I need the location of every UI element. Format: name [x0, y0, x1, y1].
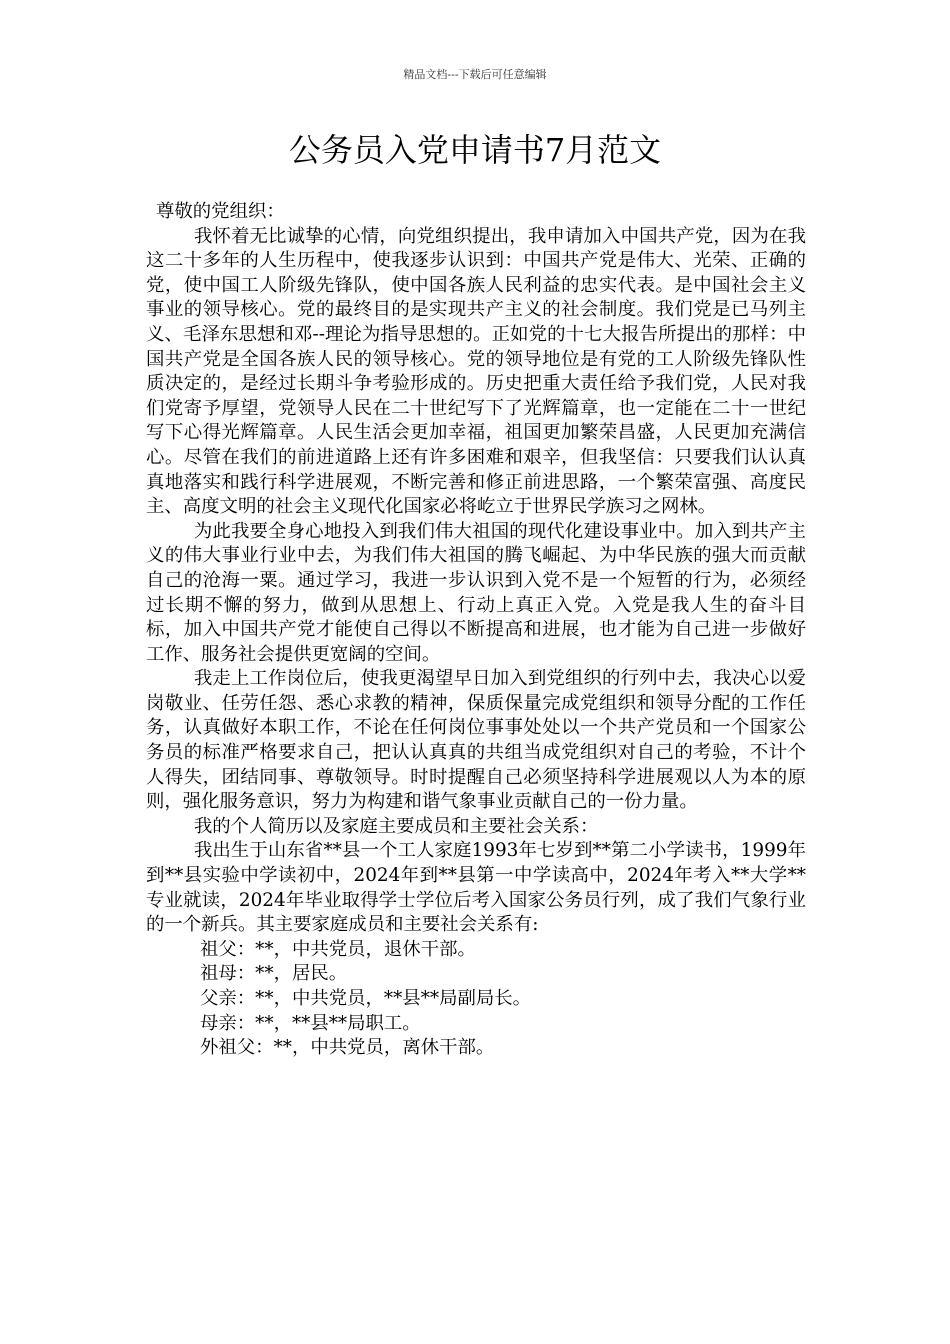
- relation-mother: 母亲：**，**县**局职工。: [200, 1012, 421, 1034]
- paragraph-2: 为此我要全身心地投入到我们伟大祖国的现代化建设事业中。加入到共产主义的伟大事业行业中去，为我们伟大祖国的腾飞崛起、为中华民族的强大而贡献自己的沧海一粟。通过学习，我进一步认识到入党不是一个短暂的行为，必须经过长期不懈的努力，做到从思想上、行动上真正入党。入党是我人生的奋斗目标，加入中国共产党才能使自己得以不断提高和进展，也才能为自己进一步做好工作、服务社会提供更宽阔的空间。: [146, 520, 806, 665]
- document-title: 公务员入党申请书7月范文: [288, 131, 662, 169]
- header-note: 精品文档---下载后可任意编辑: [403, 68, 547, 81]
- relation-father: 父亲：**，中共党员，**县**局副局长。: [200, 988, 532, 1009]
- salutation: 尊敬的党组织：: [156, 201, 285, 222]
- paragraph-1: 我怀着无比诚挚的心情，向党组织提出，我申请加入中国共产党，因为在我这二十多年的人生历程中，使我逐步认识到：中国共产党是伟大、光荣、正确的党，使中国工人阶级先锋队，使中国各族人民利益的忠实代表。是中国社会主义事业的领导核心。党的最终目的是实现共产主义的社会制度。我们党是已马列主义、毛泽东思想和邓--理论为指导思想的。正如党的十七大报告所提出的那样：中国共产党是全国各族人民的领导核心。党的领导地位是有党的工人阶级先锋队性质决定的，是经过长期斗争考验形成的。历史把重大责任给予我们党，人民对我们党寄予厚望，党领导人民在二十世纪写下了光辉篇章，也一定能在二十一世纪写下心得光辉篇章。人民生活会更加幸福，祖国更加繁荣昌盛，人民更加充满信心。尽管在我们的前进道路上还有许多困难和艰辛，但我坚信：只要我们认认真真地落实和践行科学进展观，不断完善和修正前进思路，一个繁荣富强、高度民主、高度文明的社会主义现代化国家必将屹立于世界民学族习之网林。: [146, 225, 806, 518]
- relation-grandfather: 祖父：**，中共党员，退休干部。: [200, 938, 476, 960]
- paragraph-5: 我出生于山东省**县一个工人家庭1993年七岁到**第二小学读书，1999年到**县实验中学读初中，2024年到**县第一中学读高中，2024年考入**大学**专业就读，2024年毕业取得学士学位后考入国家公务员行列，成了我们气象行业的一个新兵。其主要家庭成员和主要社会关系有:: [146, 840, 806, 936]
- paragraph-3: 我走上工作岗位后，使我更渴望早日加入到党组织的行列中去，我决心以爱岗敬业、任劳任怨、悉心求教的精神，保质保量完成党组织和领导分配的工作任务，认真做好本职工作，不论在任何岗位事事处处以一个共产党员和一个国家公务员的标准严格要求自己，把认认真真的共组当成党组织对自己的考验，不计个人得失，团结同事、尊敬领导。时时提醒自己必须坚持科学进展观以人为本的原则，强化服务意识，努力为构建和谐气象事业贡献自己的一份力量。: [146, 668, 806, 813]
- document-body: [146, 200, 806, 1061]
- paragraph-4: 我的个人简历以及家庭主要成员和主要社会关系：: [193, 815, 599, 837]
- relation-grandmother: 祖母：**，居民。: [200, 963, 348, 985]
- relation-maternal-grandfather: 外祖父：**，中共党员，离休干部。: [200, 1037, 495, 1059]
